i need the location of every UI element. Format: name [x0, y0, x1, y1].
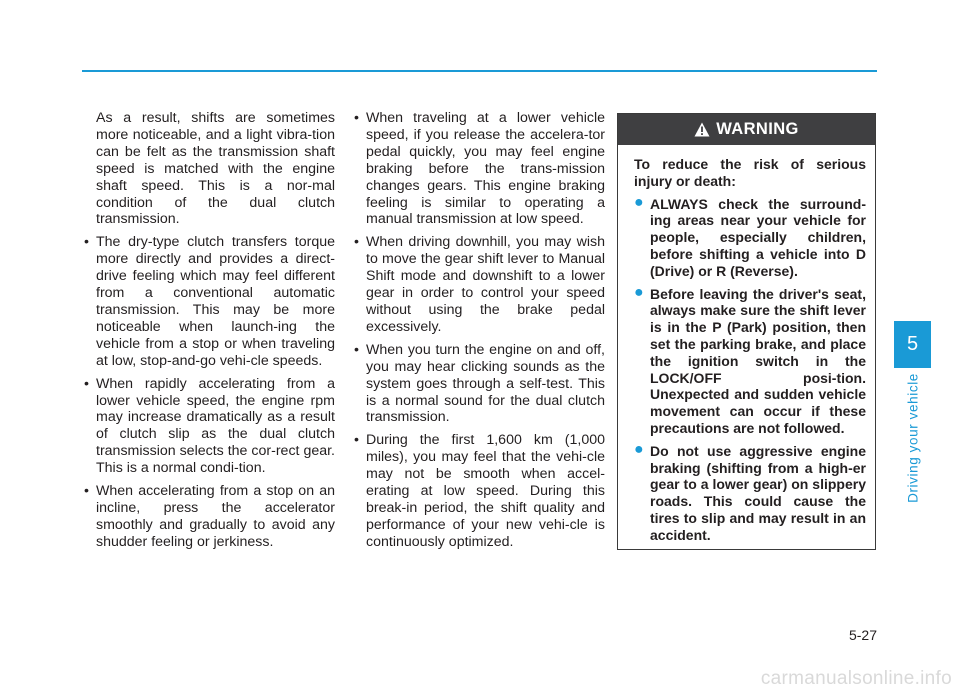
- list-item: • When traveling at a lower vehicle speed, if you release the accelera-tor pedal quickly, you may feel engine braking before the trans-mission changes gears. This engine braking feeling is similar to operating a manual transmission at low speed.: [352, 110, 605, 228]
- middle-column: [352, 110, 605, 557]
- warning-item: [634, 440, 866, 544]
- warning-item-text: Before leaving the driver's seat, always make sure the shift lever is in the P (Park) position, then set the parking brake, and place the ignition switch in the LOCK/OFF posi-tion. Unexpected and sudden vehicle movement can occur if these precautions are not followed.: [650, 285, 866, 436]
- list-item: • When you turn the engine on and off, you may hear clicking sounds as the system goes through a self-test. This is a normal sound for the dual clutch transmission.: [352, 342, 605, 427]
- warning-item-text: ALWAYS check the surround-ing areas near your vehicle for people, especially children, before shifting a vehicle into D (Drive) or R (Reverse).: [650, 195, 866, 279]
- warning-item-text: Do not use aggressive engine braking (shifting from a high-er gear to a lower gear) on slippery roads. This could cause the tires to slip and may result in an accident.: [650, 442, 866, 543]
- list-item: • The dry-type clutch transfers torque more directly and provides a direct-drive feeling which may feel different from a conventional automatic transmission. This may be more noticeable when launch-ing the vehicle from a stop or when traveling at low, stop-and-go vehi-cle speeds.: [82, 234, 335, 369]
- intro-paragraph: As a result, shifts are sometimes more noticeable, and a light vibra-tion can be felt as the transmission shaft speed is matched with the engine shaft speed. This is a nor-mal condition of the dual clutch transmission.: [96, 110, 335, 228]
- list-item: • When driving downhill, you may wish to move the gear shift lever to Manual Shift mode and downshift to a lower gear in order to control your speed without using the brake pedal excessively.: [352, 234, 605, 335]
- warning-item: [634, 193, 866, 280]
- warning-triangle-icon: [694, 122, 710, 137]
- bullet-dot-icon: ●: [634, 283, 644, 301]
- warning-header: [618, 114, 875, 145]
- bullet-dot-icon: ●: [634, 193, 644, 211]
- list-item: • When accelerating from a stop on an incline, press the accelerator smoothly and gradually to avoid any shudder feeling or jerkiness.: [82, 483, 335, 551]
- warning-intro: To reduce the risk of serious injury or death:: [634, 156, 866, 189]
- list-item: • During the first 1,600 km (1,000 miles), you may feel that the vehi-cle may not be smooth when accel-erating at low speed. During this break-in period, the shift quality and performance of your new vehi-cle is continuously optimized.: [352, 432, 605, 550]
- bullet-dot-icon: ●: [634, 440, 644, 458]
- page-number: 5-27: [848, 627, 877, 643]
- warning-box: [617, 113, 876, 550]
- watermark: carmanualsonline.info: [760, 668, 952, 689]
- chapter-label: Driving your vehicle: [905, 373, 921, 503]
- left-column: [82, 110, 335, 557]
- warning-item: [634, 283, 866, 437]
- chapter-tab: 5: [894, 321, 931, 368]
- list-item: • When rapidly accelerating from a lower vehicle speed, the engine rpm may increase dramatically as a result of clutch slip as the dual clutch transmission selects the cor-rect gear. This is a normal condi-tion.: [82, 376, 335, 477]
- warning-title: WARNING: [716, 120, 799, 138]
- warning-body: [618, 145, 875, 544]
- top-rule: [82, 70, 877, 72]
